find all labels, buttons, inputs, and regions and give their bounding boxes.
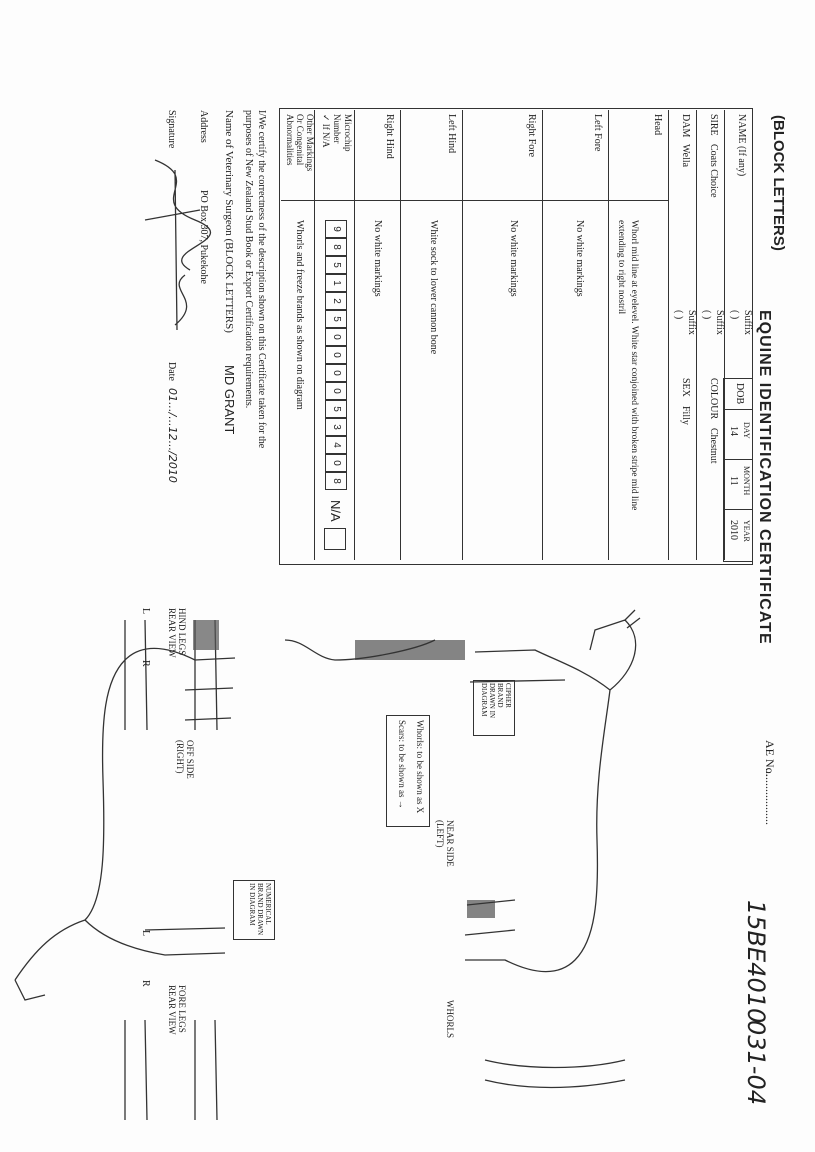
address-label: Address: [198, 110, 209, 143]
microchip-label-3: ✓ If N/A: [321, 114, 331, 148]
sire-row: [696, 110, 725, 560]
ae-no-label: AE No.: [763, 740, 777, 777]
microchip-digit: 0: [325, 382, 347, 400]
microchip-digit: 1: [325, 274, 347, 292]
dob-box: [723, 378, 753, 562]
legend-box: [386, 715, 430, 827]
sex-value: Filly: [680, 406, 691, 425]
name-label: NAME (If any): [736, 114, 747, 177]
dam-value: Wella: [680, 144, 691, 168]
whorls-label: WHORLS: [445, 1000, 455, 1038]
right-hind-label: Right Hind: [384, 114, 395, 159]
microchip-digit: 0: [325, 454, 347, 472]
month-label: MONTH: [742, 466, 751, 496]
hind-right-mark: R: [140, 660, 151, 667]
right-fore-label: Right Fore: [526, 114, 537, 158]
microchip-digit: 3: [325, 418, 347, 436]
other-markings-row: [281, 110, 315, 560]
hind-legs-label: HIND LEGS REAR VIEW: [167, 608, 187, 658]
vet-name: MD GRANT: [222, 365, 237, 435]
left-hind-label: Left Hind: [446, 114, 457, 154]
left-hind-value: White sock to lower cannon bone: [428, 220, 439, 355]
block-letters-note: (BLOCK LETTERS): [770, 115, 787, 251]
name-suffix-value: ( ): [729, 310, 740, 320]
fore-legs-label: FORE LEGS REAR VIEW: [167, 985, 187, 1035]
microchip-digit: 4: [325, 436, 347, 454]
near-side-label: NEAR SIDE (LEFT): [435, 820, 455, 867]
fore-legs-rear-view: [125, 1020, 217, 1120]
microchip-digit: 5: [325, 400, 347, 418]
cert-statement-1: I/We certify the correctness of the description shown on this Certificate taken for the: [256, 110, 267, 449]
year-label: YEAR: [742, 520, 751, 542]
sire-suffix-value: ( ): [701, 310, 712, 320]
cert-statement-2: purposes of New Zealand Stud Book or Export Certification requirements.: [243, 110, 254, 409]
dam-row: [668, 110, 697, 560]
na-label: N/A: [328, 500, 343, 522]
right-hind-value: No white markings: [372, 220, 383, 297]
label-divider: [281, 200, 669, 201]
colour-value: Chestnut: [708, 428, 719, 464]
certificate-title: EQUINE IDENTIFICATION CERTIFICATE: [756, 310, 773, 645]
month-value: 11: [728, 476, 739, 486]
legend-scars: Scars: to be shown as →: [397, 720, 407, 809]
vet-label: Name of Veterinary Surgeon (BLOCK LETTERS): [223, 110, 235, 333]
sex-label: SEX: [680, 378, 691, 397]
head-label: Head: [652, 114, 663, 136]
dam-label: DAM: [680, 114, 691, 138]
day-value: 14: [728, 426, 739, 436]
hind-left-mark: L: [140, 608, 151, 615]
left-fore-row: [542, 110, 609, 560]
microchip-label-1: Microchip: [343, 114, 353, 152]
microchip-digit: 0: [325, 328, 347, 346]
microchip-digit: 8: [325, 238, 347, 256]
na-checkbox[interactable]: [324, 528, 346, 550]
other-label-1: Other Markings: [305, 114, 315, 172]
microchip-digit: 0: [325, 364, 347, 382]
right-hind-row: [354, 110, 401, 560]
handwritten-code: 15BE4010: [742, 900, 770, 1024]
sire-value: Coats Choice: [708, 144, 719, 198]
sire-label: SIRE: [708, 114, 719, 136]
other-label-3: Abnormalities: [285, 114, 295, 166]
day-label: DAY: [742, 422, 751, 439]
off-side-label: OFF SIDE (RIGHT): [175, 740, 195, 779]
numerical-brand-box: NUMERICAL BRAND DRAWN IN DIAGRAM: [233, 880, 275, 940]
left-hind-sock-marking: [467, 900, 495, 918]
date-label: Date: [166, 362, 177, 381]
signature-label: Signature: [166, 110, 177, 149]
dob-label: DOB: [734, 383, 745, 405]
other-label-2: Or Congenital: [295, 114, 305, 166]
dam-suffix-label: Suffix: [686, 310, 697, 335]
left-fore-label: Left Fore: [592, 114, 603, 152]
microchip-label-2: Number: [332, 114, 342, 144]
handwritten-number: 031-04: [742, 1020, 770, 1106]
microchip-digit: 8: [325, 472, 347, 490]
microchip-row: [314, 110, 355, 560]
identification-diagram: [5, 600, 665, 1140]
colour-label: COLOUR: [708, 378, 719, 420]
legend-whorls: Whorls: to be shown as X: [415, 720, 425, 814]
microchip-digit: 5: [325, 256, 347, 274]
ae-no-value: ...................: [763, 768, 777, 825]
fore-left-mark: L: [140, 930, 151, 937]
other-value: Whorls and freeze brands as shown on diagram: [294, 220, 305, 410]
name-suffix-label: Suffix: [742, 310, 753, 335]
year-value: 2010: [728, 520, 739, 540]
head-row: [608, 110, 669, 560]
whorl-head-view: [485, 1060, 625, 1088]
left-hind-row: [400, 110, 463, 560]
sire-suffix-label: Suffix: [714, 310, 725, 335]
dam-suffix-value: ( ): [673, 310, 684, 320]
vet-signature: [135, 150, 215, 340]
microchip-digit: 5: [325, 310, 347, 328]
head-value-line-1: Whorl mid line at eyelevel. White star conjoined with broken stripe mid line: [629, 220, 639, 511]
head-value-line-2: extending to right nostril: [616, 220, 626, 315]
date-value: 01.../...12.../2010: [166, 388, 179, 483]
cipher-brand-box: CIPHER BRAND DRAWN IN DIAGRAM: [473, 680, 515, 736]
microchip-digit: 2: [325, 292, 347, 310]
left-fore-value: No white markings: [574, 220, 585, 297]
address-value: PO Box 307, Pukekohe: [198, 190, 209, 284]
right-fore-row: [462, 110, 543, 560]
microchip-digit: 9: [325, 220, 347, 238]
microchip-digit: 0: [325, 346, 347, 364]
head-stripe-marking: [355, 640, 465, 660]
right-fore-value: No white markings: [508, 220, 519, 297]
fore-right-mark: R: [140, 980, 151, 987]
